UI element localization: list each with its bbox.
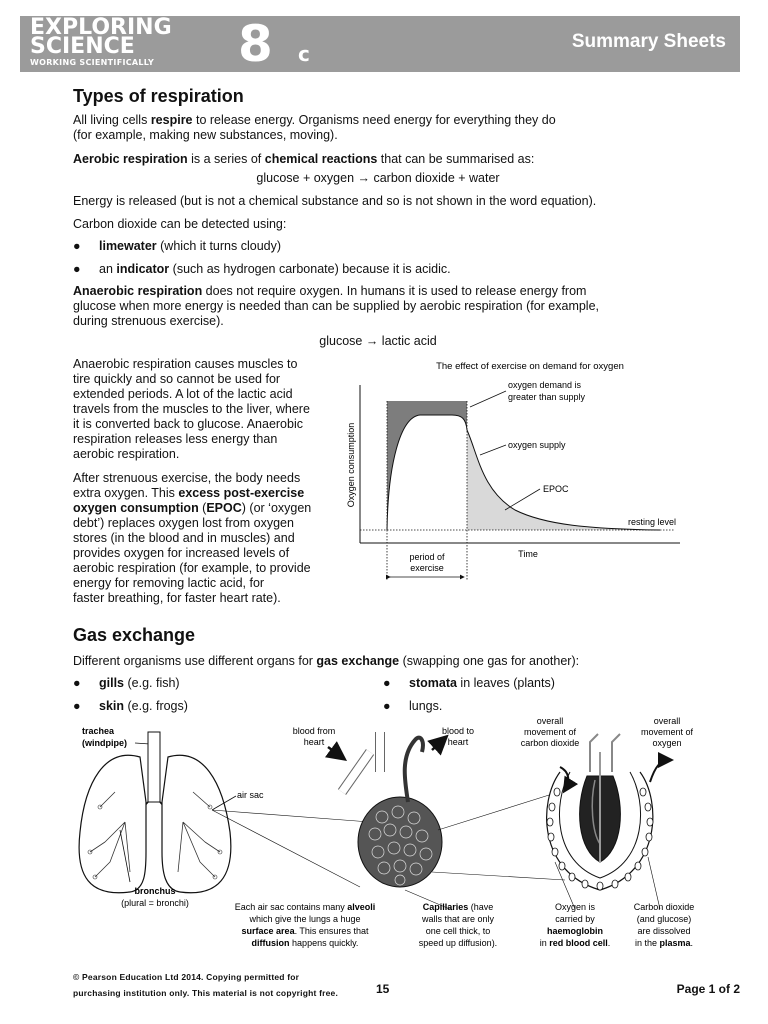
- label-blood-to-1: blood to: [441, 726, 475, 736]
- o2-arrow: [650, 760, 670, 782]
- caption-oxygen-2: carried by: [555, 914, 595, 924]
- label-blood-to-2: heart: [447, 737, 469, 747]
- respiration-heading: Types of respiration: [73, 86, 244, 106]
- epoc-pointer: [505, 489, 540, 510]
- connector-top: [212, 810, 370, 822]
- logo-line-2: SCIENCE: [30, 34, 135, 59]
- label-co2-3: carbon dioxide: [520, 738, 580, 748]
- caption-oxygen-1: Oxygen is: [554, 902, 596, 912]
- lungs-alveoli-diagram: [60, 712, 710, 957]
- bullet-limewater: ● limewater (which it turns cloudy): [73, 239, 282, 253]
- alveolus-capillary-detail: [547, 752, 653, 890]
- energy-note: Energy is released (but is not a chemical substance and so is not shown in the word equation).: [73, 194, 597, 208]
- annotation-demand-2: greater than supply: [508, 392, 586, 402]
- chart-title: The effect of exercise on demand for oxygen: [436, 361, 624, 372]
- annotation-demand-1: oxygen demand is: [508, 380, 582, 390]
- caption-capillaries-2: walls that are only: [421, 914, 495, 924]
- o2-movement-line: [612, 734, 620, 772]
- caption-co2-4: in the plasma.: [634, 938, 694, 948]
- label-blood-from-2: heart: [303, 737, 325, 747]
- label-bronchi: (plural = bronchi): [121, 898, 189, 908]
- annotation-resting: resting level: [628, 517, 677, 527]
- caption-co2-1: Carbon dioxide: [633, 902, 695, 912]
- label-o2-1: overall: [653, 716, 681, 726]
- copyright-notice: © Pearson Education Ltd 2014. Copying permitted for purchasing institution only. This material is not copyright free.: [73, 972, 339, 998]
- unit-number: 8: [238, 15, 273, 73]
- label-bronchus: bronchus: [134, 886, 176, 896]
- gas-exchange-intro: Different organisms use different organs for gas exchange (swapping one gas for another):: [73, 654, 580, 668]
- caption-capillaries-1: Capillaries (have: [422, 902, 494, 912]
- aerobic-equation: glucose + oxygen → carbon dioxide + water: [256, 171, 500, 185]
- alveoli-cluster: [342, 732, 442, 887]
- co2-movement-line: [590, 734, 598, 772]
- caption-capillaries-4: speed up diffusion).: [418, 938, 498, 948]
- label-co2-2: movement of: [523, 727, 577, 737]
- annotation-supply: oxygen supply: [508, 440, 566, 450]
- label-blood-from-1: blood from: [292, 726, 336, 736]
- connector-cap-bottom: [432, 872, 565, 880]
- caption-alveoli-3: surface area. This ensures that: [241, 926, 369, 936]
- blood-from-arrow: [328, 747, 343, 758]
- caption-alveoli-1: Each air sac contains many alveoli: [234, 902, 376, 912]
- sheet-title: Summary Sheets: [571, 31, 726, 52]
- label-air-sac: air sac: [237, 790, 264, 800]
- organ-stomata: ● stomata in leaves (plants): [383, 676, 555, 690]
- organ-gills: ● gills (e.g. fish): [73, 676, 180, 690]
- label-co2-1: overall: [536, 716, 564, 726]
- connector-cap-top: [438, 790, 565, 830]
- caption-alveoli-4: diffusion happens quickly.: [251, 938, 359, 948]
- unit-letter: c: [298, 42, 310, 66]
- logo-line-1: EXPLORING: [30, 15, 172, 40]
- demand-pointer: [470, 391, 506, 407]
- aerobic-definition: Aerobic respiration is a series of chemical reactions that can be summarised as:: [73, 152, 535, 166]
- x-axis-label: Time: [518, 549, 538, 559]
- co2-detection-intro: Carbon dioxide can be detected using:: [73, 217, 287, 231]
- label-trachea: trachea: [82, 726, 115, 736]
- label-o2-3: oxygen: [652, 738, 682, 748]
- anaerobic-equation: glucose → lactic acid: [319, 334, 437, 348]
- connector-bottom: [212, 810, 360, 887]
- logo-line-3: WORKING SCIENTIFICALLY: [30, 58, 155, 67]
- caption-oxygen-4: in red blood cell.: [539, 938, 611, 948]
- page-of-total: Page 1 of 2: [676, 982, 740, 996]
- annotation-period-2: exercise: [410, 563, 444, 573]
- anaerobic-effects-paragraph: Anaerobic respiration causes muscles to tire quickly and so cannot be used for extended periods. A lot of the lactic acid travels from the muscles to the liver, where it is converted back to glucose. Anaerobic respiration releases less energy than aerobic respiration.: [73, 357, 310, 461]
- caption-capillaries-3: one cell thick, to: [425, 926, 491, 936]
- lungs-illustration: [79, 732, 231, 893]
- label-o2-2: movement of: [640, 727, 694, 737]
- respiration-intro: All living cells respire to release energy. Organisms need energy for everything they do (for example, making new substances, moving).: [73, 113, 556, 142]
- caption-alveoli-2: which give the lungs a huge: [249, 914, 361, 924]
- page-number: 15: [376, 982, 390, 996]
- y-axis-label: Oxygen consumption: [346, 422, 356, 508]
- label-windpipe: (windpipe): [82, 738, 127, 748]
- caption-co2-2: (and glucose): [636, 914, 692, 924]
- blood-to-arrow: [432, 738, 445, 750]
- header-banner: [20, 16, 740, 72]
- organ-lungs: ● lungs.: [383, 699, 443, 713]
- supply-pointer: [480, 445, 506, 455]
- bullet-indicator: ● an indicator (such as hydrogen carbonate) because it is acidic.: [73, 262, 451, 276]
- caption-oxygen-3: haemoglobin: [547, 926, 603, 936]
- annotation-epoc: EPOC: [543, 484, 569, 494]
- epoc-paragraph: After strenuous exercise, the body needs extra oxygen. This excess post-exercise oxygen consumption (EPOC) (or ‘oxygen debt’) replaces oxygen lost from oxygen stores (in the blood and in muscles) and provides oxygen for increased levels of aerobic respiration (for example, to provide energy for removing lactic acid, for faster breathing, for faster heart rate).: [73, 471, 312, 605]
- caption-co2-3: are dissolved: [637, 926, 691, 936]
- gas-exchange-heading: Gas exchange: [73, 625, 196, 645]
- anaerobic-definition: Anaerobic respiration does not require oxygen. In humans it is used to release energy from glucose when more energy is needed than can be supplied by aerobic respiration (for example, during strenuous exercise).: [73, 284, 600, 328]
- annotation-period-1: period of: [409, 552, 445, 562]
- oxygen-demand-chart: [340, 355, 685, 585]
- organ-skin: ● skin (e.g. frogs): [73, 699, 188, 713]
